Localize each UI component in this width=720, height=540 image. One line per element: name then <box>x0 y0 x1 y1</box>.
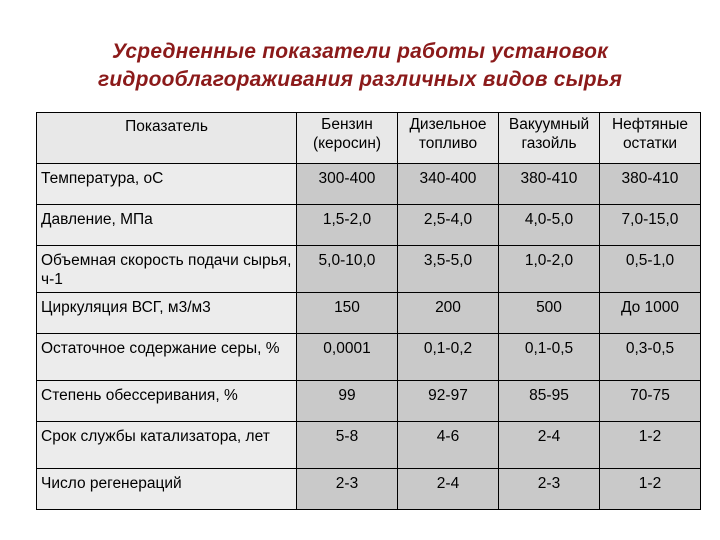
table-cell: 4,0-5,0 <box>499 205 600 246</box>
table-cell: 300-400 <box>297 164 398 205</box>
table-cell: 500 <box>499 293 600 334</box>
table-row <box>37 293 701 334</box>
row-parameter: Остаточное содержание серы, % <box>37 334 297 381</box>
table-cell: 2-3 <box>297 469 398 510</box>
table-cell: 2-4 <box>499 422 600 469</box>
table-cell: 200 <box>398 293 499 334</box>
table-row <box>37 205 701 246</box>
table-row <box>37 246 701 293</box>
row-parameter: Температура, оС <box>37 164 297 205</box>
table-cell: 0,1-0,2 <box>398 334 499 381</box>
table-cell: 0,0001 <box>297 334 398 381</box>
table-cell: 4-6 <box>398 422 499 469</box>
column-header-gasoline: Бензин (керосин) <box>297 113 398 164</box>
table-cell: 85-95 <box>499 381 600 422</box>
table-row <box>37 164 701 205</box>
table-cell: 150 <box>297 293 398 334</box>
column-header-diesel: Дизельное топливо <box>398 113 499 164</box>
title-line-1: Усредненные показатели работы установок <box>112 40 608 63</box>
table-cell: 1-2 <box>600 422 701 469</box>
slide-title <box>20 38 700 94</box>
table-cell: 0,5-1,0 <box>600 246 701 293</box>
table-cell: 70-75 <box>600 381 701 422</box>
row-parameter: Степень обессеривания, % <box>37 381 297 422</box>
table-cell: До 1000 <box>600 293 701 334</box>
table-cell: 1-2 <box>600 469 701 510</box>
column-header-parameter: Показатель <box>37 113 297 164</box>
table-cell: 3,5-5,0 <box>398 246 499 293</box>
table-cell: 380-410 <box>600 164 701 205</box>
table-cell: 2-3 <box>499 469 600 510</box>
column-header-vacuum-gasoil: Вакуумный газойль <box>499 113 600 164</box>
row-parameter: Давление, МПа <box>37 205 297 246</box>
table-row <box>37 422 701 469</box>
title-line-2: гидрооблагораживания различных видов сырья <box>97 68 623 91</box>
table-row <box>37 469 701 510</box>
table-cell: 340-400 <box>398 164 499 205</box>
table-cell: 5,0-10,0 <box>297 246 398 293</box>
table-cell: 2,5-4,0 <box>398 205 499 246</box>
table-cell: 7,0-15,0 <box>600 205 701 246</box>
table-cell: 99 <box>297 381 398 422</box>
indicators-table <box>36 112 701 510</box>
row-parameter: Число регенераций <box>37 469 297 510</box>
table-row <box>37 381 701 422</box>
row-parameter: Циркуляция ВСГ, м3/м3 <box>37 293 297 334</box>
table-cell: 0,3-0,5 <box>600 334 701 381</box>
table-cell: 2-4 <box>398 469 499 510</box>
table-cell: 0,1-0,5 <box>499 334 600 381</box>
row-parameter: Объемная скорость подачи сырья, ч-1 <box>37 246 297 293</box>
table-cell: 92-97 <box>398 381 499 422</box>
row-parameter: Срок службы катализатора, лет <box>37 422 297 469</box>
table-cell: 5-8 <box>297 422 398 469</box>
table-cell: 1,0-2,0 <box>499 246 600 293</box>
table-row <box>37 334 701 381</box>
table-header-row <box>37 113 701 164</box>
table-cell: 1,5-2,0 <box>297 205 398 246</box>
table-cell: 380-410 <box>499 164 600 205</box>
column-header-oil-residues: Нефтяные остатки <box>600 113 701 164</box>
